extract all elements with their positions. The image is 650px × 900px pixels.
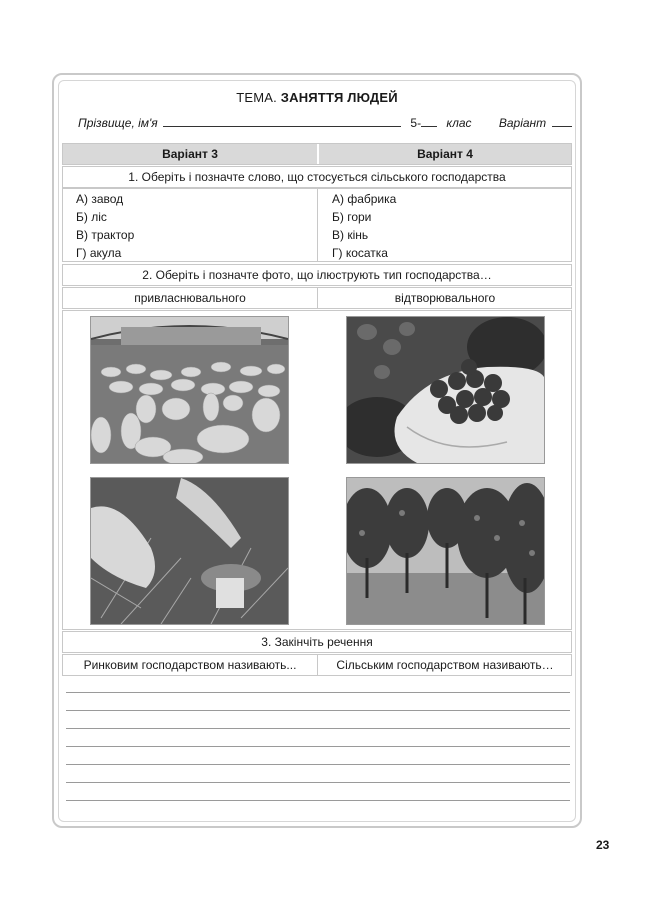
- page-number: 23: [596, 838, 610, 852]
- writing-line[interactable]: [66, 782, 570, 783]
- student-info-line: [78, 116, 568, 130]
- task2-labels-row: [62, 287, 572, 309]
- writing-line[interactable]: [66, 746, 570, 747]
- prompt-market-economy: Ринковим господарством називають...: [63, 655, 318, 675]
- topic-prefix: ТЕМА.: [236, 90, 277, 105]
- variant-header-row: [62, 143, 572, 165]
- variant-field[interactable]: [552, 116, 572, 127]
- writing-line[interactable]: [66, 764, 570, 765]
- task2-question: 2. Оберіть і позначте фото, що ілюструють тип господарства…: [62, 264, 572, 286]
- option-b[interactable]: Б) гори: [332, 210, 372, 224]
- variant4-options: [332, 190, 396, 262]
- writing-line[interactable]: [66, 800, 570, 801]
- class-field[interactable]: [421, 116, 437, 127]
- task3-question: 3. Закінчіть речення: [62, 631, 572, 653]
- class-prefix: 5-: [410, 116, 422, 130]
- name-label: Прізвище, ім'я: [78, 116, 158, 130]
- option-a[interactable]: А) фабрика: [332, 192, 397, 206]
- photo-raspberries-in-hands[interactable]: [346, 316, 545, 464]
- name-field[interactable]: [163, 116, 401, 127]
- option-d[interactable]: Г) косатка: [332, 246, 388, 260]
- writing-line[interactable]: [66, 692, 570, 693]
- label-appropriating: привласнювального: [63, 288, 318, 308]
- option-c[interactable]: В) трактор: [76, 228, 135, 242]
- prompt-agriculture: Сільським господарством називають…: [336, 658, 554, 672]
- photo-pigs-farm[interactable]: [90, 316, 289, 464]
- task3-prompts-row: [62, 654, 572, 676]
- variant3-header: Варіант 3: [63, 144, 317, 164]
- variant3-options: [76, 190, 134, 262]
- variant-label: Варіант: [498, 116, 547, 130]
- worksheet-title: [58, 90, 576, 105]
- task1-options-row: [62, 188, 572, 262]
- option-a[interactable]: А) завод: [76, 192, 124, 206]
- writing-line[interactable]: [66, 728, 570, 729]
- option-b[interactable]: Б) ліс: [76, 210, 107, 224]
- variant4-header: Варіант 4: [319, 144, 571, 164]
- label-reproducing: відтворювального: [394, 291, 496, 305]
- class-label: клас: [446, 116, 472, 130]
- photo-apple-orchard[interactable]: [346, 477, 545, 625]
- task1-question: 1. Оберіть і позначте слово, що стосується сільського господарства: [62, 166, 572, 188]
- topic-title: ЗАНЯТТЯ ЛЮДЕЙ: [280, 90, 398, 105]
- option-d[interactable]: Г) акула: [76, 246, 122, 260]
- writing-line[interactable]: [66, 710, 570, 711]
- photo-mushroom-picking[interactable]: [90, 477, 289, 625]
- option-c[interactable]: В) кінь: [332, 228, 369, 242]
